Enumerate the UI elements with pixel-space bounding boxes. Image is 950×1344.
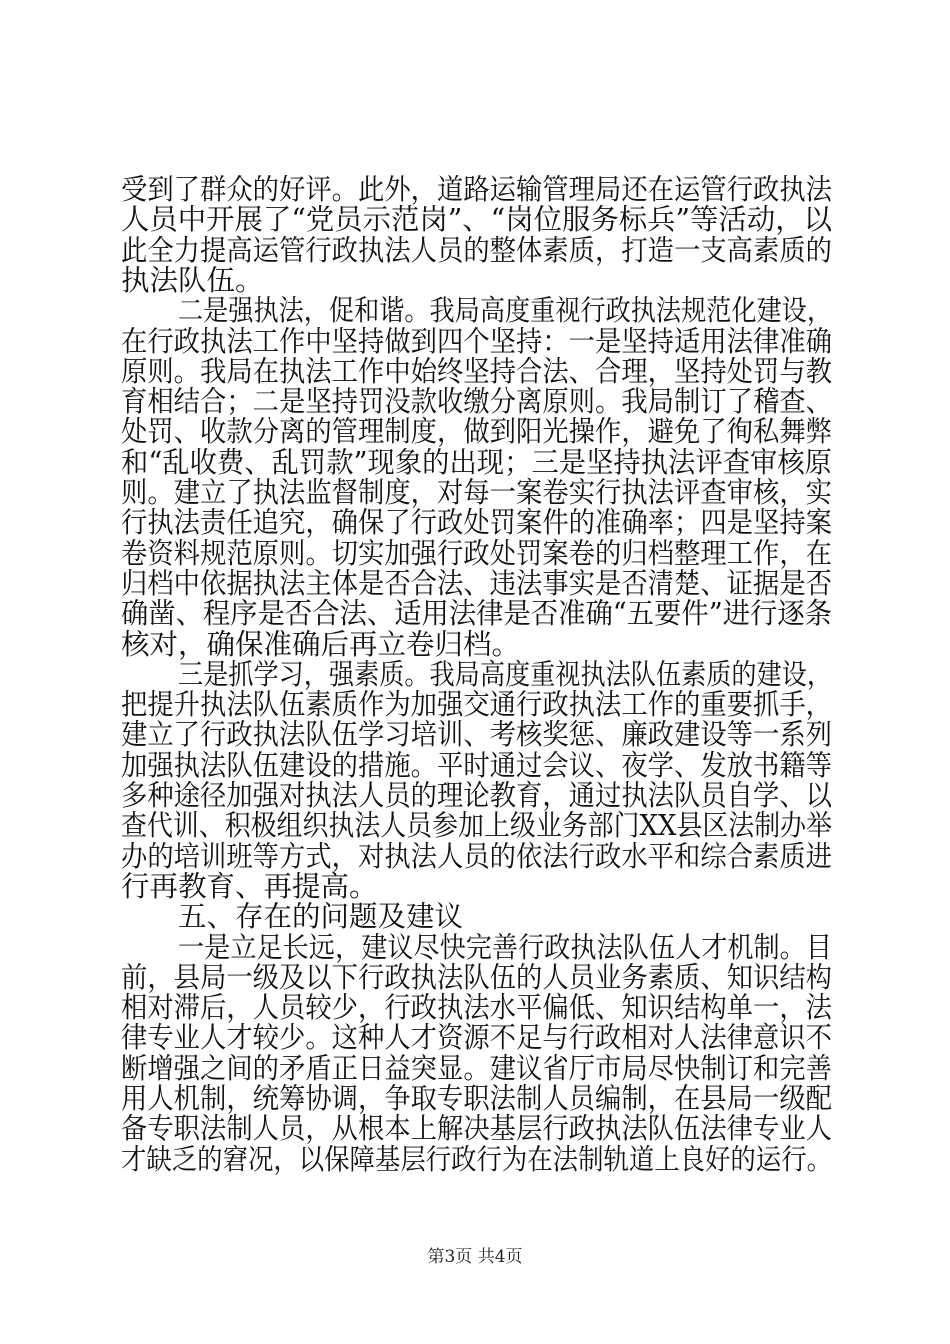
line-text: 卷资料规范原则。切实加强行政处罚案卷的归档整理工作，在	[121, 536, 832, 570]
line-text: 相对滞后，人员较少，行政执法水平偏低、知识结构单一，法	[121, 991, 832, 1025]
line-text: 人员中开展了“党员示范岗”、“岗位服务标兵”等活动，以	[121, 203, 832, 237]
line-text: 归档中依据执法主体是否合法、违法事实是否清楚、证据是否	[121, 566, 832, 600]
line-text: 此全力提高运管行政执法人员的整体素质，打造一支高素质的	[121, 233, 832, 267]
line-text: 在行政执法工作中坚持做到四个坚持：一是坚持适用法律准确	[121, 324, 832, 358]
text-line	[0, 1140, 950, 1180]
line-text: 二是强执法，促和谐。我局高度重视行政执法规范化建设，	[178, 294, 832, 328]
line-text: 三是抓学习，强素质。我局高度重视执法队伍素质的建设，	[178, 657, 832, 691]
line-text: 行执法责任追究，确保了行政处罚案件的准确率；四是坚持案	[121, 506, 832, 540]
line-text: 处罚、收款分离的管理制度，做到阳光操作，避免了徇私舞弊	[121, 415, 832, 449]
line-text: 才缺乏的窘况，以保障基层行政行为在法制轨道上良好的运行。	[121, 1142, 832, 1176]
line-text: 原则。我局在执法工作中始终坚持合法、合理，坚持处罚与教	[121, 354, 832, 388]
line-text: 核对，确保准确后再立卷归档。	[121, 627, 521, 661]
line-text: 育相结合；二是坚持罚没款收缴分离原则。我局制订了稽查、	[121, 385, 832, 419]
line-text: 多种途径加强对执法人员的理论教育，通过执法队员自学、以	[121, 779, 832, 812]
line-text: 办的培训班等方式，对执法人员的依法行政水平和综合素质进	[121, 839, 832, 873]
line-text: 则。建立了执法监督制度，对每一案卷实行执法评查审核，实	[121, 476, 832, 509]
page-footer: 第3页 共4页	[427, 1247, 523, 1267]
line-text: 和“乱收费、乱罚款”现象的出现；三是坚持执法评查审核原	[121, 445, 832, 479]
line-text: 行再教育、再提高。	[121, 869, 378, 903]
line-text: 受到了群众的好评。此外，道路运输管理局还在运管行政执法	[121, 173, 832, 206]
line-text: 执法队伍。	[121, 263, 264, 297]
line-text: 加强执法队伍建设的措施。平时通过会议、夜学、发放书籍等	[121, 748, 832, 782]
line-text: 用人机制，统筹协调，争取专职法制人员编制，在县局一级配	[121, 1082, 832, 1115]
line-text: 前，县局一级及以下行政执法队伍的人员业务素质、知识结构	[121, 960, 832, 994]
line-text: 把提升执法队伍素质作为加强交通行政执法工作的重要抓手，	[121, 688, 832, 722]
line-text: 一是立足长远，建议尽快完善行政执法队伍人才机制。目	[178, 930, 832, 964]
line-text: 律专业人才较少。这种人才资源不足与行政相对人法律意识不	[121, 1021, 832, 1055]
line-text: 建立了行政执法队伍学习培训、考核奖惩、廉政建设等一系列	[121, 718, 832, 752]
line-text: 查代训、积极组织执法人员参加上级业务部门XX县区法制办举	[121, 809, 832, 843]
line-text: 断增强之间的矛盾正日益突显。建议省厅市局尽快制订和完善	[121, 1051, 832, 1085]
line-text: 五、存在的问题及建议	[178, 900, 464, 934]
line-text: 备专职法制人员，从根本上解决基层行政执法队伍法律专业人	[121, 1112, 832, 1146]
line-text: 确凿、程序是否合法、适用法律是否准确“五要件”进行逐条	[121, 597, 832, 631]
